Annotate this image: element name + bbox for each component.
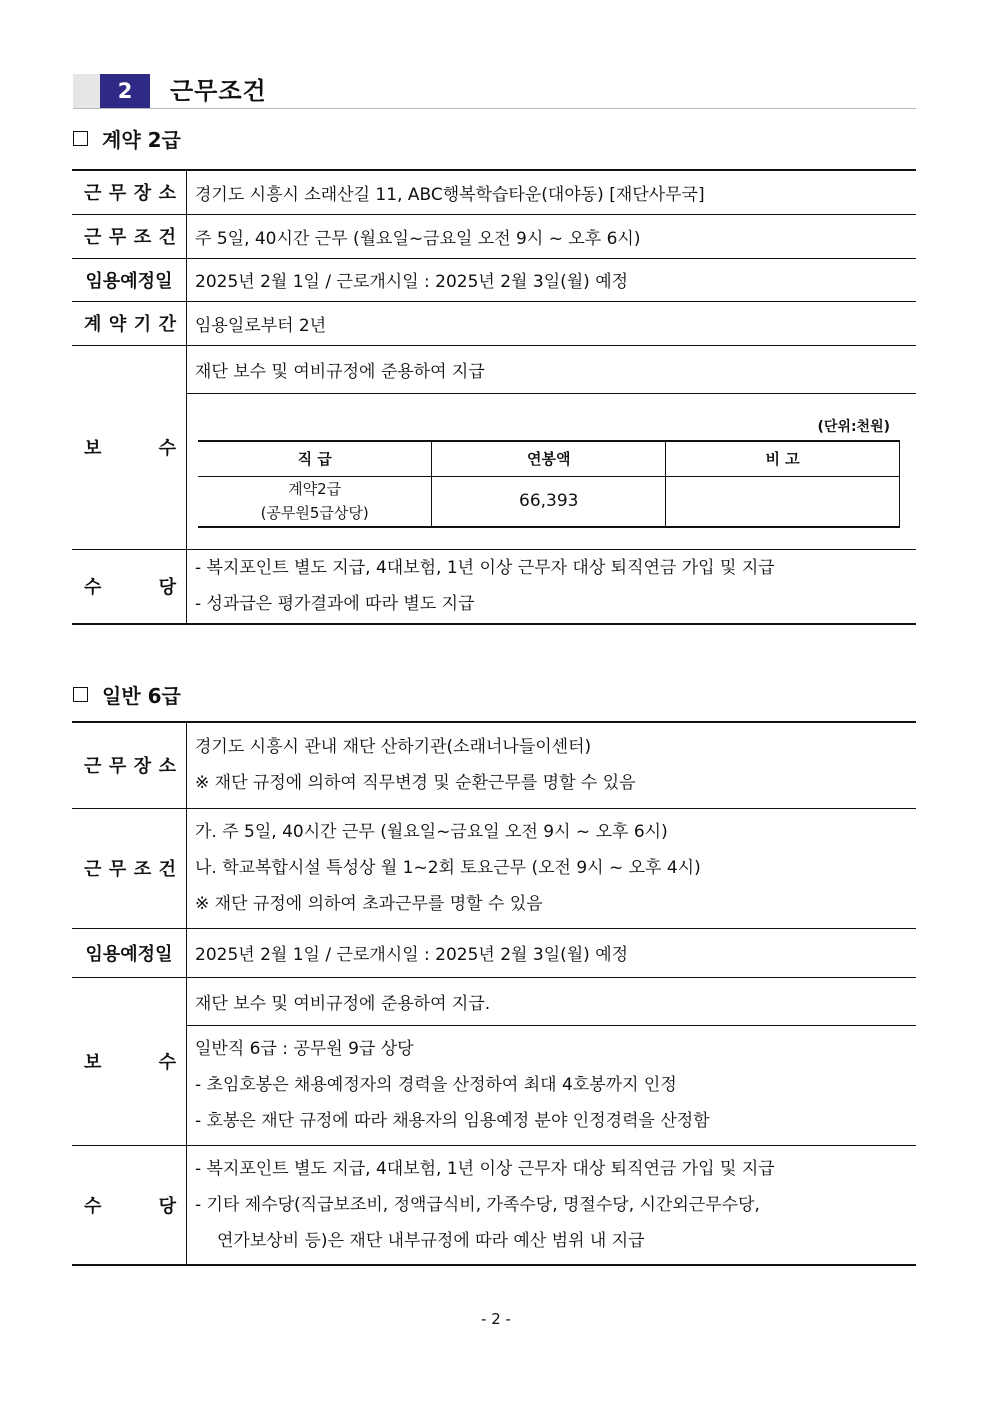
pay-grade-equivalent: (공무원5급상당) (260, 504, 369, 523)
conditions-line: ※ 재단 규정에 의하여 초과근무를 명할 수 있음 (195, 894, 543, 914)
conditions-line: 나. 학교복합시설 특성상 월 1~2회 토요근무 (오전 9시 ~ 오후 4시) (195, 858, 701, 878)
label-allowance: 수 당 (72, 549, 187, 624)
contract-salary-note: 재단 보수 및 여비규정에 준용하여 지급 (187, 345, 917, 393)
general-conditions (187, 808, 917, 928)
header-shade (73, 74, 100, 108)
general-allowance (187, 1145, 917, 1265)
label-appointment: 임용예정일 (72, 928, 187, 977)
general-heading-text: 일반 6급 (102, 684, 181, 708)
section-title: 근무조건 (170, 77, 267, 105)
allowance-line: - 성과급은 평가결과에 따라 별도 지급 (195, 594, 475, 615)
page-number: - 2 - (481, 1310, 511, 1328)
general-salary-detail (187, 1025, 917, 1145)
label-workplace: 근 무 장 소 (72, 170, 187, 214)
label-period: 계 약 기 간 (72, 301, 187, 345)
label-workplace: 근 무 장 소 (72, 722, 187, 808)
pay-grade-cell (198, 477, 432, 527)
pay-header-amount: 연봉액 (432, 441, 666, 477)
contract-workplace: 경기도 시흥시 소래산길 11, ABC행복학습타운(대야동) [재단사무국] (187, 170, 917, 214)
general-workplace (187, 722, 917, 808)
contract-appointment: 2025년 2월 1일 / 근로개시일 : 2025년 2월 3일(월) 예정 (187, 258, 917, 301)
section-header (73, 72, 916, 109)
label-appointment: 임용예정일 (72, 258, 187, 301)
subsection-general-heading (73, 680, 181, 709)
allowance-line: - 복지포인트 별도 지급, 4대보험, 1년 이상 근무자 대상 퇴직연금 가입 및 지급 (195, 1158, 775, 1179)
unit-label: (단위:천원) (817, 418, 890, 435)
checkbox-square-icon (73, 131, 88, 146)
contract-conditions: 주 5일, 40시간 근무 (월요일~금요일 오전 9시 ~ 오후 6시) (187, 214, 917, 258)
label-conditions: 근 무 조 건 (72, 808, 187, 928)
workplace-line: ※ 재단 규정에 의하여 직무변경 및 순환근무를 명할 수 있음 (195, 773, 636, 794)
workplace-line: 경기도 시흥시 관내 재단 산하기관(소래너나들이센터) (195, 737, 592, 758)
contract-allowance (187, 549, 917, 624)
pay-header-remark: 비 고 (666, 441, 900, 477)
general-salary-note: 재단 보수 및 여비규정에 준용하여 지급. (187, 977, 917, 1025)
pay-remark (666, 477, 900, 527)
pay-header-grade: 직 급 (198, 441, 432, 477)
label-conditions: 근 무 조 건 (72, 214, 187, 258)
salary-detail-line: - 초임호봉은 채용예정자의 경력을 산정하여 최대 4호봉까지 인정 (195, 1075, 677, 1095)
allowance-line: - 복지포인트 별도 지급, 4대보험, 1년 이상 근무자 대상 퇴직연금 가입 및 지급 (195, 558, 775, 579)
allowance-line: 연가보상비 등)은 재단 내부규정에 따라 예산 범위 내 지급 (217, 1230, 645, 1251)
salary-detail-line: - 호봉은 재단 규정에 따라 채용자의 임용예정 분야 인정경력을 산정함 (195, 1111, 710, 1131)
label-allowance: 수 당 (72, 1145, 187, 1265)
label-salary: 보 수 (72, 345, 187, 549)
contract-conditions-table (72, 169, 916, 625)
subsection-contract-heading (73, 124, 181, 153)
pay-table (198, 440, 900, 528)
label-salary: 보 수 (72, 977, 187, 1145)
pay-amount: 66,393 (432, 477, 666, 527)
checkbox-square-icon (73, 687, 88, 702)
conditions-line: 가. 주 5일, 40시간 근무 (월요일~금요일 오전 9시 ~ 오후 6시) (195, 822, 668, 842)
contract-pay-cell (187, 393, 917, 549)
allowance-line: - 기타 제수당(직급보조비, 정액급식비, 가족수당, 명절수당, 시간외근무수당, (195, 1194, 760, 1215)
contract-heading-text: 계약 2급 (102, 128, 181, 152)
pay-grade: 계약2급 (288, 480, 342, 499)
contract-period: 임용일로부터 2년 (187, 301, 917, 345)
salary-detail-line: 일반직 6급 : 공무원 9급 상당 (195, 1039, 414, 1059)
general-appointment: 2025년 2월 1일 / 근로개시일 : 2025년 2월 3일(월) 예정 (187, 928, 917, 977)
general-conditions-table (72, 721, 916, 1266)
section-number: 2 (100, 74, 150, 108)
